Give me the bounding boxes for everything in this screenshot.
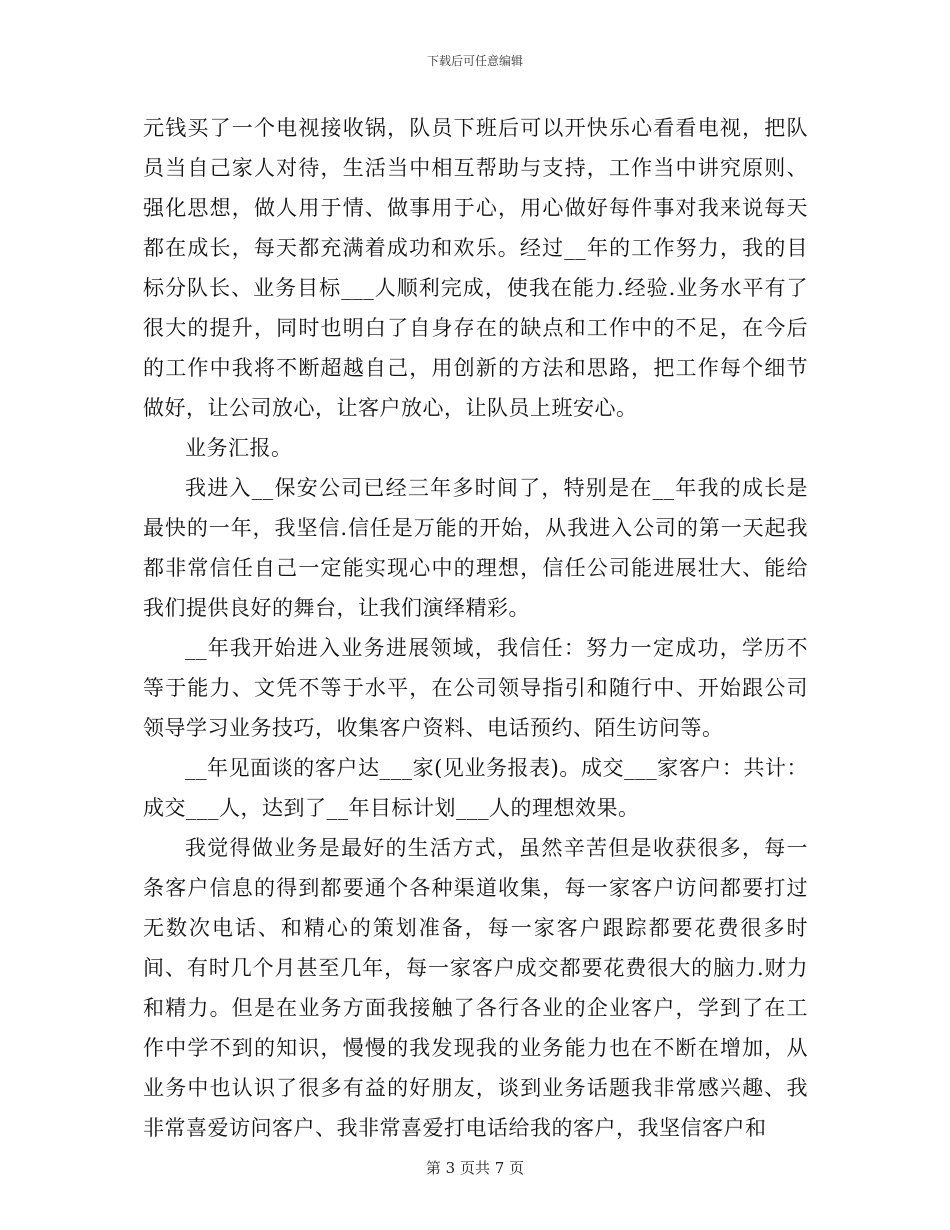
paragraph: 我进入__保安公司已经三年多时间了，特别是在__年我的成长是最快的一年，我坚信.信任是万能的开始，从我进入公司的第一天起我都非常信任自己一定能实现心中的理想，信任公司能进展壮大、能给我们提供良好的舞台，让我们演绎精彩。 xyxy=(143,476,808,620)
section-heading-business-report: 业务汇报。 xyxy=(185,436,293,460)
page-header: 下载后可任意编辑 xyxy=(426,54,523,68)
paragraph: __年见面谈的客户达___家(见业务报表)。成交___家客户：共计：成交___人，达到了__年目标计划___人的理想效果。 xyxy=(143,756,808,820)
paragraph: __年我开始进入业务进展领域，我信任：努力一定成功，学历不等于能力、文凭不等于水平，在公司领导指引和随行中、开始跟公司领导学习业务技巧，收集客户资料、电话预约、陌生访问等。 xyxy=(143,636,808,740)
document-body xyxy=(143,108,808,1148)
page-footer-page-number: 第 3 页共 7 页 xyxy=(425,1159,525,1177)
paragraph: 我觉得做业务是最好的生活方式，虽然辛苦但是收获很多，每一条客户信息的得到都要通个各种渠道收集，每一家客户访问都要打过无数次电话、和精心的策划准备，每一家客户跟踪都要花费很多时间、有时几个月甚至几年，每一家客户成交都要花费很大的脑力.财力和精力。但是在业务方面我接触了各行各业的企业客户，学到了在工作中学不到的知识，慢慢的我发现我的业务能力也在不断在增加，从业务中也认识了很多有益的好朋友，谈到业务话题我非常感兴趣、我非常喜爱访问客户、我非常喜爱打电话给我的客户，我坚信客户和 xyxy=(143,836,808,1140)
paragraph-continuation: 元钱买了一个电视接收锅，队员下班后可以开快乐心看看电视，把队员当自己家人对待，生活当中相互帮助与支持，工作当中讲究原则、强化思想，做人用于情、做事用于心，用心做好每件事对我来说每天都在成长，每天都充满着成功和欢乐。经过__年的工作努力，我的目标分队长、业务目标___人顺利完成，使我在能力.经验.业务水平有了很大的提升，同时也明白了自身存在的缺点和工作中的不足，在今后的工作中我将不断超越自己，用创新的方法和思路，把工作每个细节做好，让公司放心，让客户放心，让队员上班安心。 xyxy=(143,116,808,420)
